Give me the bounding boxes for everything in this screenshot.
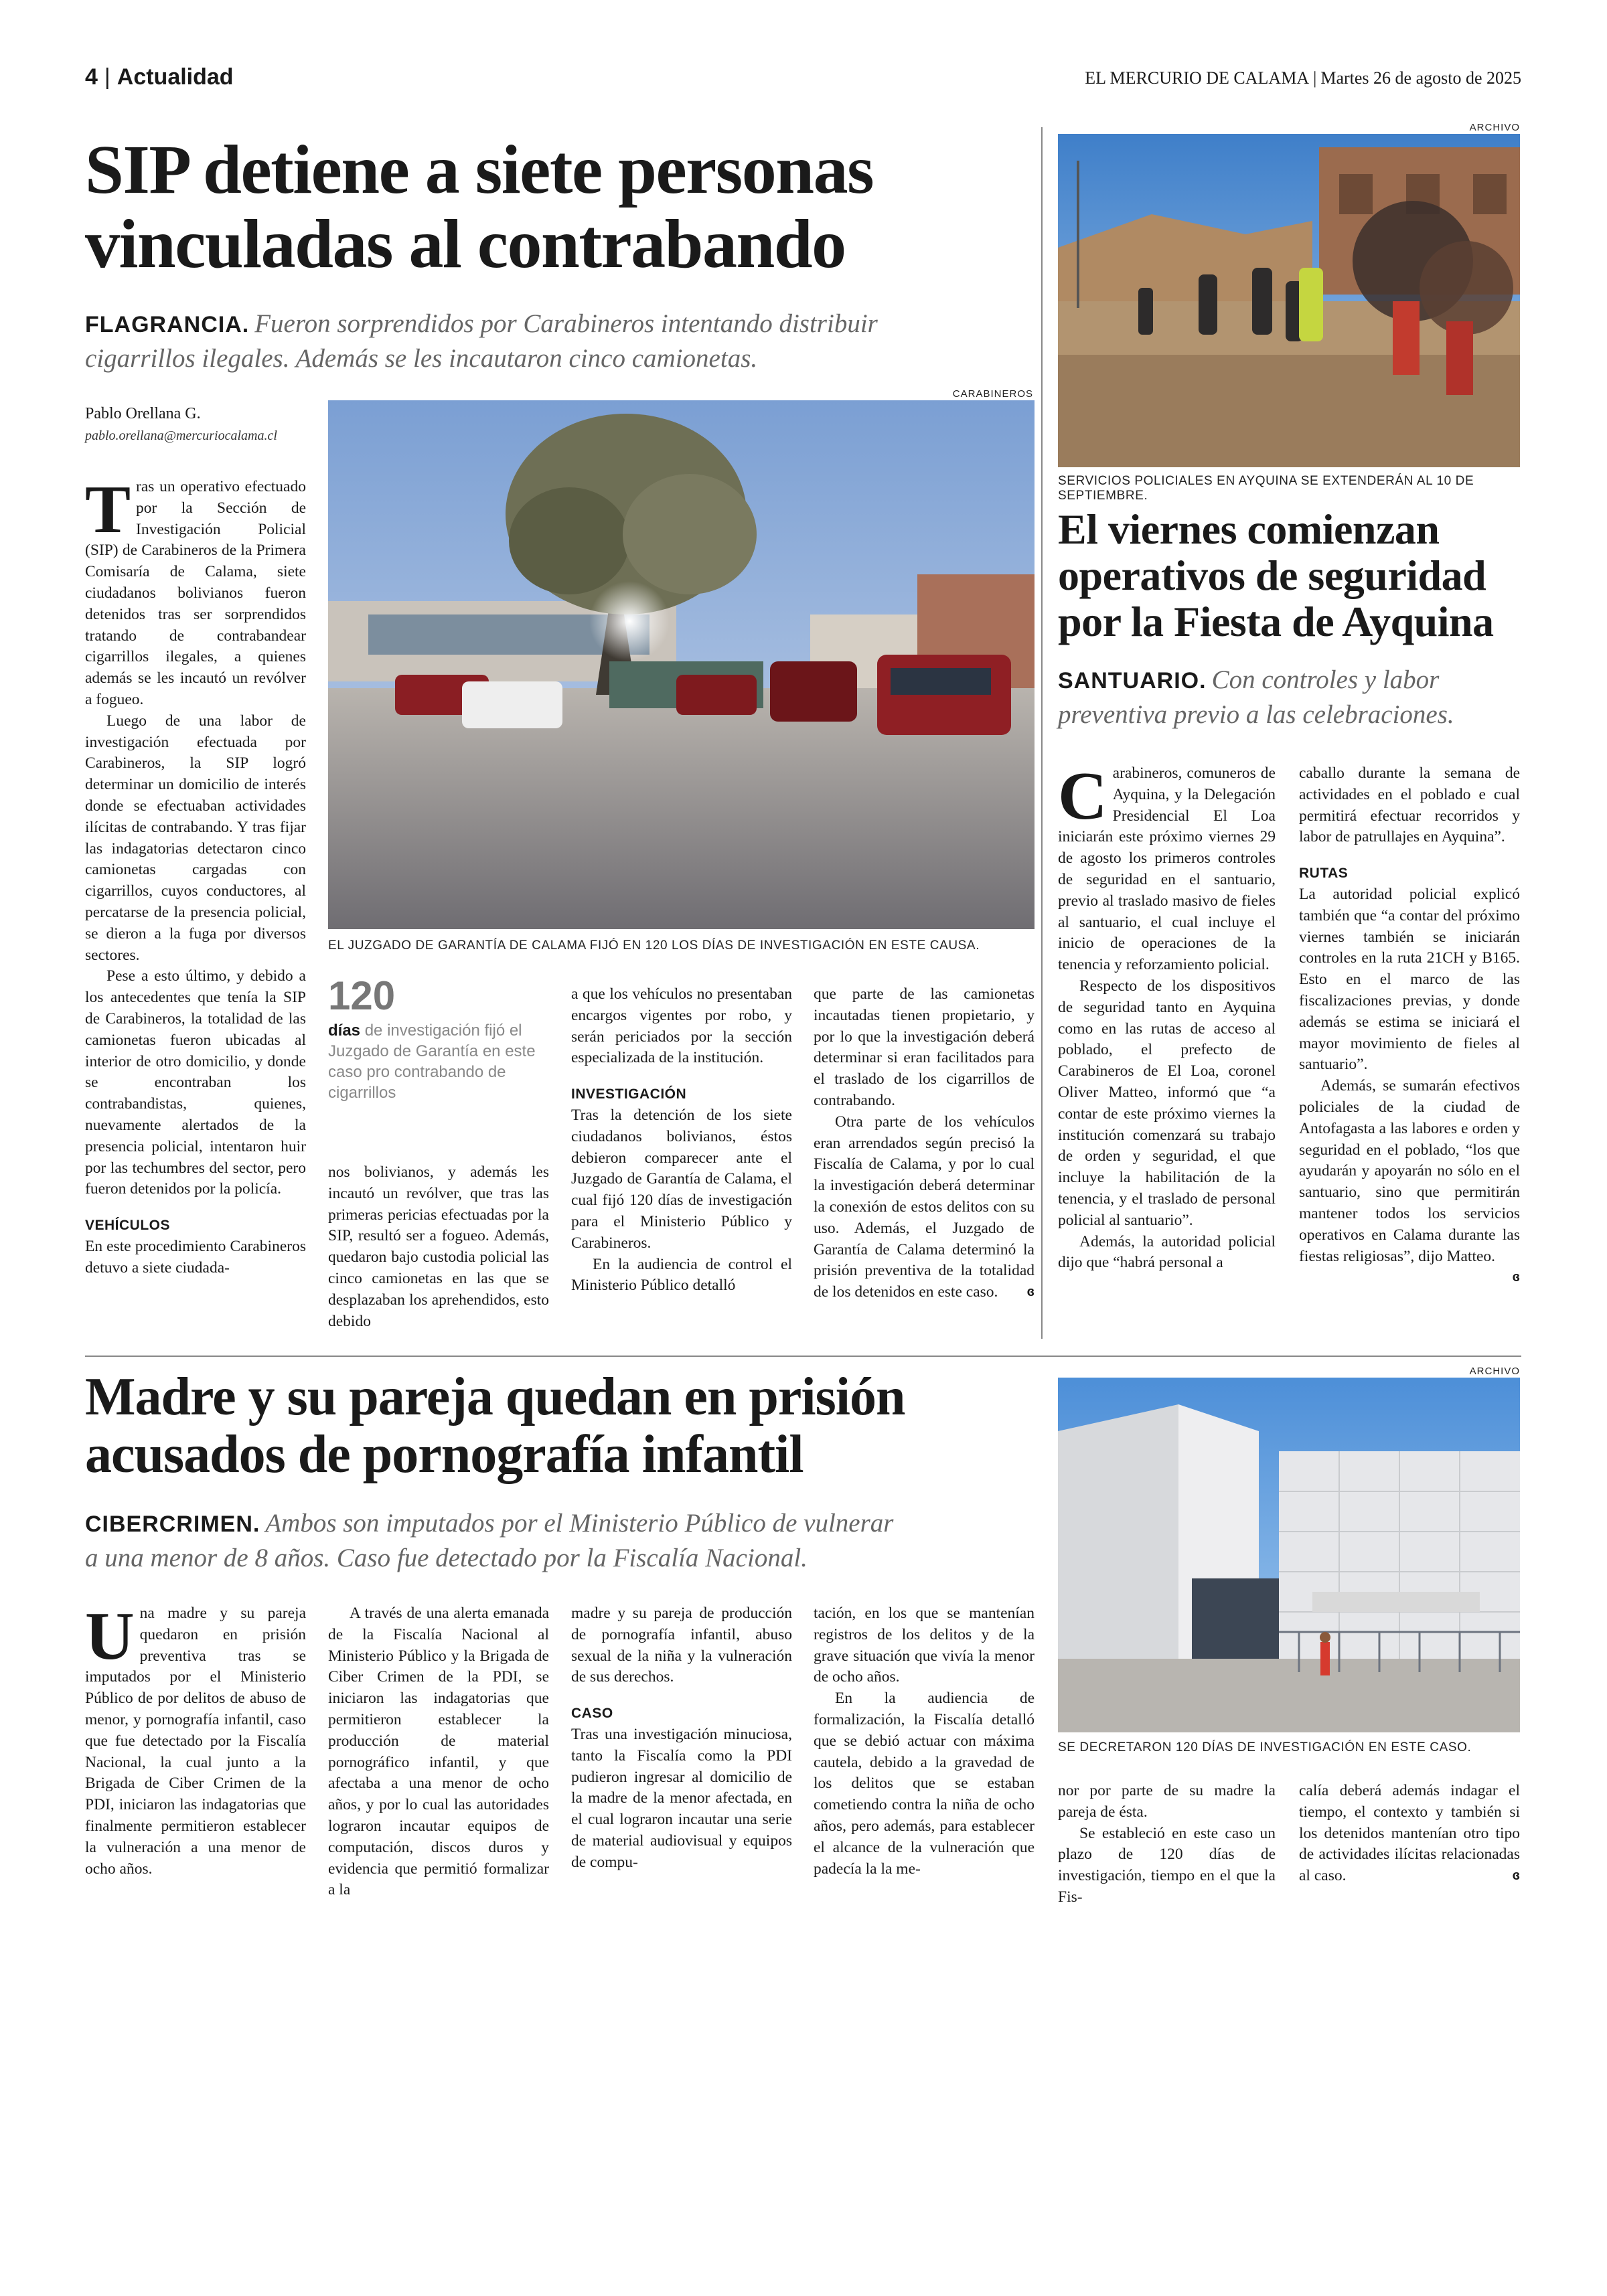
paragraph: Tras una investigación minuciosa, tanto la Fiscalía como la PDI pudieron ingresar al domicilio de la madre de la menor afectada, en el cual lograron incautar una serie de material audiovisual y equipos de compu- [571,1725,792,1871]
article1-column-4 [814,984,1035,1303]
headline-line: acusados de pornografía infantil [85,1424,804,1484]
end-mark: ɞ [1512,1868,1520,1884]
subheading: RUTAS [1299,866,1349,882]
kicker-text: Con controles y labor [1211,665,1440,694]
article2-headline [1058,506,1527,645]
article3-column-4 [814,1603,1035,1880]
paragraph: nos bolivianos, y además les incautó un revólver, que tras las primeras pericias efectuadas por la SIP, resultó ser a fogueo. Además, quedaron bajo custodia policial las cinco camionetas en las que se desplazaban los aprehendidos, esto debido [328,1163,549,1330]
paragraph: Se estableció en este caso un plazo de 120 días de investigación, tiempo en el que la Fis- [1058,1824,1276,1906]
paragraph: En la audiencia de control el Ministerio Público detalló [571,1255,792,1295]
paragraph: Otra parte de los vehículos eran arrendados según precisó la Fiscalía de Calama, y por lo cual la investigación deberá determinar la conexión de estos delitos con su uso. Además, el Juzgado de Garantía de Calama determinó la prisión preventiva de la totalidad de los detenidos en este caso. ɞ [814,1112,1035,1303]
photo-credit: CARABINEROS [952,388,1033,400]
paragraph: nor por parte de su madre la pareja de ésta. [1058,1782,1276,1821]
article2-column-1 [1058,758,1276,1274]
article1-column-2 [328,1162,549,1332]
photo-credit: ARCHIVO [1469,1366,1520,1377]
paragraph: a que los vehículos no presentaban encargos vigentes por robo, y serán periciados por la sección especializada de la institución. [571,985,792,1067]
byline: Pablo Orellana G. [85,405,201,422]
headline-line: Madre y su pareja quedan en prisión [85,1368,905,1426]
kicker-lead: FLAGRANCIA. [85,312,250,337]
dropcap: C [1058,758,1107,834]
paragraph: Además, se sumarán efectivos policiales de la ciudad de Antofagasta a las labores e orden y seguridad en el poblado, “los que ayudarán y apoyarán no sólo en el santuario, sino que permitirán mantener todos los servicios operativos en Calama durante las fiestas religiosas”, dijo Matteo. ɞ [1299,1076,1520,1267]
article3-column-2 [328,1603,549,1901]
paragraph: Además, la autoridad policial dijo que “habrá personal a [1058,1232,1276,1272]
section-label: 4 | Actualidad [85,64,234,90]
section-name: Actualidad [117,64,234,90]
page-header [85,64,1521,99]
column-divider [1041,127,1043,1339]
article1-column-3 [571,984,792,1297]
photo-caption: EL JUZGADO DE GARANTÍA DE CALAMA FIJÓ EN 120 LOS DÍAS DE INVESTIGACIÓN EN ESTE CAUSA. [328,938,980,953]
article1-headline [85,133,1022,282]
dropcap: T [85,472,131,548]
paragraph: Luego de una labor de investigación efectuada por Carabineros, la SIP logró determinar un domicilio de interés donde se efectuaban actividades ilícitas de contrabando. Y tras fijar las indagatorias detectaron cinco camionetas cargadas con cigarrillos, cuyos conductores, al percatarse de la presencia policial, se dieron a la fuga por diversos sectores. [85,712,306,964]
subheading: INVESTIGACIÓN [571,1086,687,1102]
paragraph: A través de una alerta emanada de la Fiscalía Nacional al Ministerio Público y la Brigada de Ciber Crimen de la PDI, se iniciaron las indagatorias que permitieron establecer la producción de material pornográfico infantil, y que afectaba a una menor de ocho años, y por lo cual las autoridades lograron incautar equipos de computación, discos duros y evidencia que permitió formalizar a la [328,1605,549,1899]
article2-photo [1058,134,1520,467]
stat-number: 120 [328,973,396,1018]
issue-date: Martes 26 de agosto de 2025 [1320,68,1521,88]
courthouse-photo [1058,1378,1520,1732]
paragraph: Tras un operativo efectuado por la Sección de Investigación Policial (SIP) de Carabineros de la Primera Comisaría de Calama, siete ciudadanos bolivianos fueron detenidos tras ser sorprendidos tratando de contrabandear cigarrillos ilegales, a quienes además se les incautó un revólver a fogueo. [85,472,306,708]
kicker-text: Fueron sorprendidos por Carabineros intentando distribuir [254,309,878,338]
article3-column-6 [1299,1781,1520,1887]
article1-column-1 [85,472,306,1279]
headline-line: vinculadas al contrabando [85,206,846,283]
paragraph: madre y su pareja de producción de pornografía infantil, abuso sexual de la niña y la vulneración de sus derechos. [571,1605,792,1686]
masthead-info: EL MERCURIO DE CALAMA | Martes 26 de agosto de 2025 [1085,68,1521,88]
article2-column-2 [1299,763,1520,1289]
page-number: 4 [85,64,98,90]
article3-headline [85,1369,1036,1483]
stat-box [328,973,549,1103]
article3-kicker [85,1506,1036,1576]
paragraph: Tras la detención de los siete ciudadanos bolivianos, éstos debieron comparecer ante el Juzgado de Garantía de Calama, el cual fijó 120 días de investigación para el Ministerio Público y Carabineros. [571,1106,792,1252]
stat-text: días de investigación fijó el Juzgado de Garantía en este caso pro contrabando de cigarrillos [328,1021,536,1102]
photo-caption: SERVICIOS POLICIALES EN AYQUINA SE EXTENDERÁN AL 10 DE SEPTIEMBRE. [1058,474,1474,503]
kicker-lead: SANTUARIO. [1058,668,1207,693]
paragraph: En la audiencia de formalización, la Fiscalía detalló que se debió actuar con máxima cautela, debido a la gravedad de los delitos que se estaban cometiendo contra la niña de ocho años, pero además, para establecer el alcance de la vulneración que padecía la la me- [814,1690,1035,1878]
paragraph: La autoridad policial explicó también que “a contar del próximo viernes también se iniciarán controles en la ruta 21CH y B165. Esto en el marco de las fiscalizaciones previas, y donde además se estima se iniciará el mayor movimiento de fieles al santuario”. [1299,885,1520,1074]
article1-kicker [85,307,1022,376]
article2-kicker [1058,663,1527,732]
end-mark: ɞ [1026,1285,1035,1300]
article3-column-3 [571,1603,792,1874]
author-email[interactable]: pablo.orellana@mercuriocalama.cl [85,428,277,443]
section-divider [85,1356,1521,1357]
headline-line: El viernes comienzan [1058,505,1440,553]
article1-photo [328,400,1035,929]
kicker-lead: CIBERCRIMEN. [85,1511,260,1537]
subheading: VEHÍCULOS [85,1218,171,1234]
end-mark: ɞ [1512,1270,1520,1285]
ayquina-street-photo [1058,134,1520,467]
kicker-text: a una menor de 8 años. Caso fue detectado por la Fiscalía Nacional. [85,1543,808,1572]
headline-line: operativos de seguridad [1058,552,1486,600]
paragraph: Pese a esto último, y debido a los antecedentes que tenía la SIP de Carabineros, la totalidad de las camionetas fueron ubicadas al interior de otro domicilio, y donde se encontraban los contrabandistas, quienes, nuevamente alertados de la presencia policial, intentaron huir por las techumbres del sector, pero fueron detenidos por la policía. [85,967,306,1198]
paragraph: Carabineros, comuneros de Ayquina, y la Delegación Presidencial El Loa iniciarán este próximo viernes 29 de agosto los primeros controles de seguridad en el santuario, previo al traslado masivo de fieles al santuario, el cual incluye el inicio de operaciones de la tenencia y reforzamiento policial. [1058,758,1276,974]
paragraph: que parte de las camionetas incautadas tienen propietario, y por lo que la investigación deberá determinar si eran facilitados para el traslado de los cigarrillos de contrabando. [814,985,1035,1109]
headline-line: por la Fiesta de Ayquina [1058,598,1494,646]
headline-line: SIP detiene a siete personas [85,131,874,208]
kicker-text: Ambos son imputados por el Ministerio Público de vulnerar [265,1509,894,1538]
article3-column-5 [1058,1781,1276,1908]
parking-lot-photo [328,400,1035,929]
paragraph: En este procedimiento Carabineros detuvo a siete ciudada- [85,1237,306,1277]
paragraph: Respecto de los dispositivos de seguridad tanto en Ayquina como en las rutas de acceso al poblado, el prefecto de Carabineros de El Loa, coronel Oliver Matteo, informó que “a contar de este próximo viernes la institución comenzará su trabajo de orden y seguridad, el que incluye la habilitación de la tenencia, y el traslado de personal policial al santuario”. [1058,977,1276,1229]
subheading: CASO [571,1706,613,1722]
article3-photo [1058,1378,1520,1732]
paragraph: Una madre y su pareja quedaron en prisión preventiva tras se imputados por el Ministerio Público de por delitos de abuso de menor, y pornografía infantil, caso que fue detectado por la Fiscalía Nacional, la cual junto a la Brigada de Ciber Crimen de la PDI, iniciaron las indagatorias que finalmente permitieron establecer la vulneración a una menor de ocho años. [85,1598,306,1878]
paragraph: calía deberá además indagar el tiempo, el contexto y también si los detenidos mantenían otro tipo de actividades ilícitas relacionadas al caso. ɞ [1299,1781,1520,1887]
photo-caption: SE DECRETARON 120 DÍAS DE INVESTIGACIÓN EN ESTE CASO. [1058,1740,1472,1754]
dropcap: U [85,1598,135,1674]
paragraph: tación, en los que se mantenían registros de los delitos y de la grave situación que vivía la menor de ocho años. [814,1605,1035,1686]
kicker-text: cigarrillos ilegales. Además se les incautaron cinco camionetas. [85,343,758,373]
kicker-text: preventiva previo a las celebraciones. [1058,700,1454,729]
paragraph: caballo durante la semana de actividades en el poblado e cual permitirá efectuar recorridos y labor de patrullajes en Ayquina”. [1299,764,1520,846]
newspaper-name: EL MERCURIO DE CALAMA [1085,68,1310,88]
photo-credit: ARCHIVO [1469,122,1520,133]
article3-column-1 [85,1598,306,1880]
